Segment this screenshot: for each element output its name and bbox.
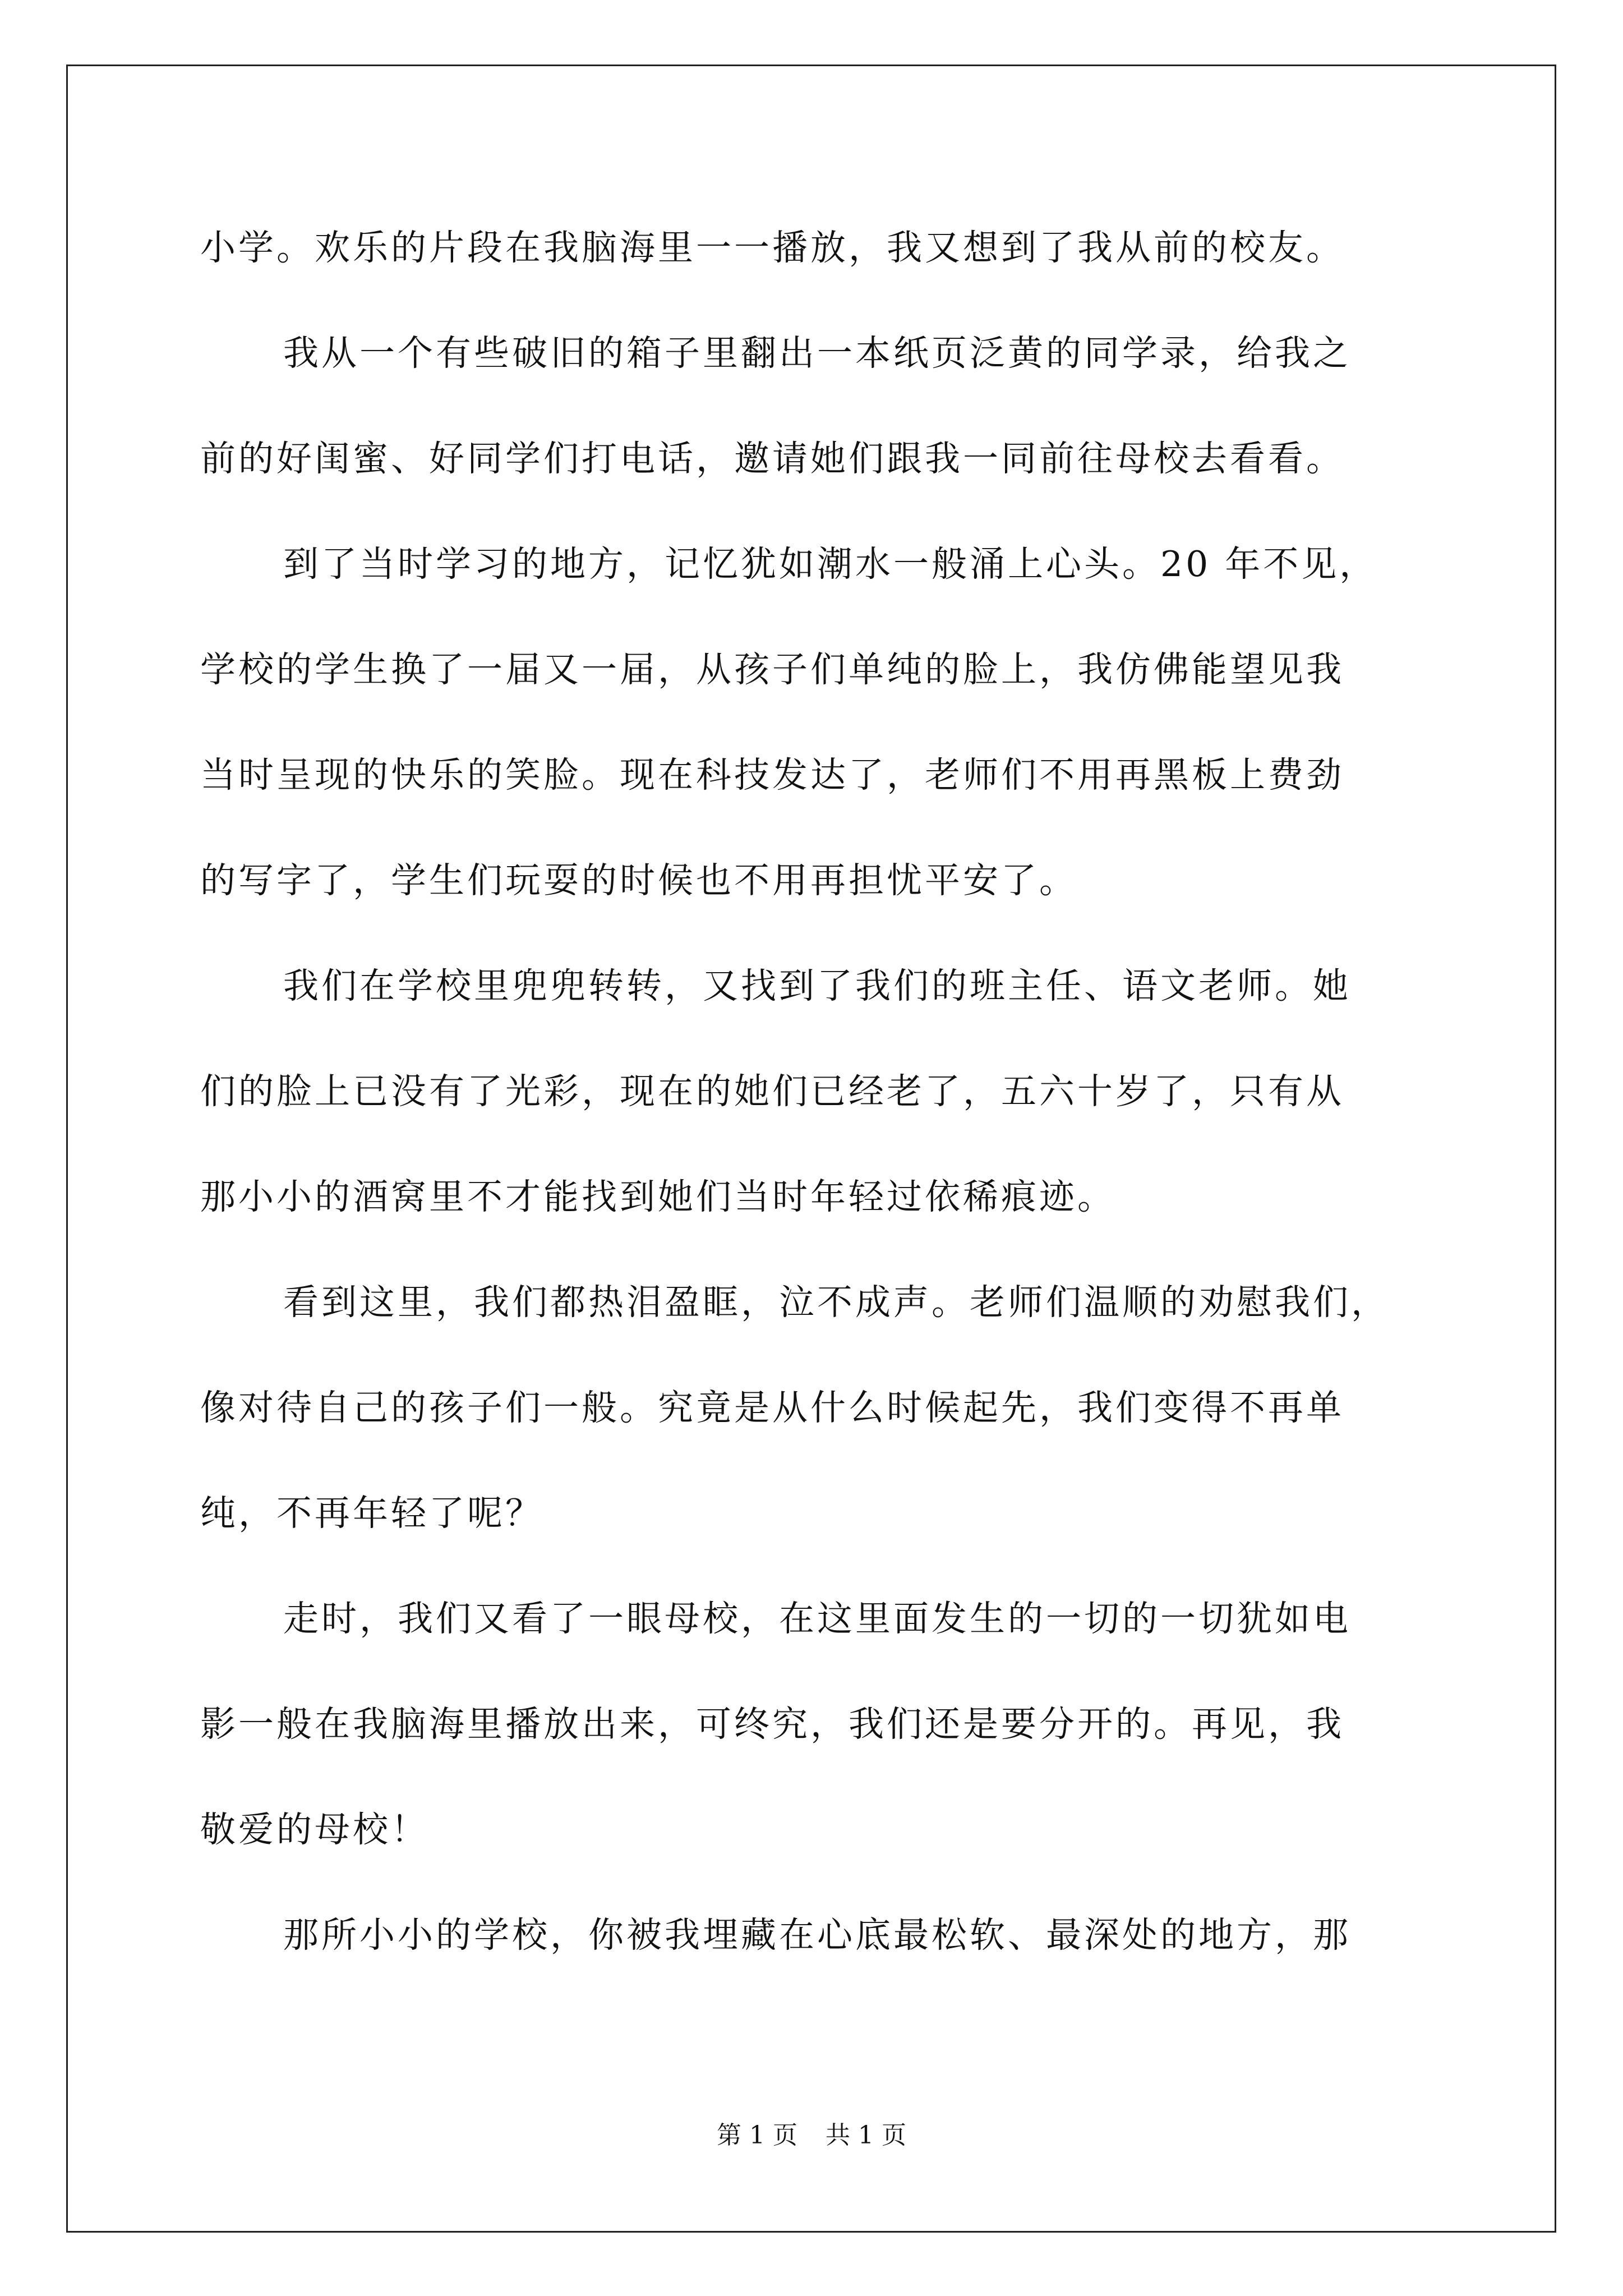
page-count: 共 1 页	[826, 2121, 906, 2150]
page-number: 第 1 页	[717, 2121, 797, 2150]
text-line: 像对待自己的孩子们一般。究竟是从什么时候起先，我们变得不再单	[200, 1387, 1344, 1428]
text-line: 那小小的酒窝里不才能找到她们当时年轻过依稀痕迹。	[200, 1176, 1115, 1217]
text-line: 那所小小的学校，你被我埋藏在心底最松软、最深处的地方，那	[283, 1915, 1351, 1955]
text-line: 我们在学校里兜兜转转，又找到了我们的班主任、语文老师。她	[283, 965, 1351, 1006]
text-line: 小学。欢乐的片段在我脑海里一一播放，我又想到了我从前的校友。	[200, 227, 1344, 268]
text-line: 走时，我们又看了一眼母校，在这里面发生的一切的一切犹如电	[283, 1598, 1351, 1639]
text-line: 当时呈现的快乐的笑脸。现在科技发达了，老师们不用再黑板上费劲	[200, 754, 1344, 795]
document-body	[200, 209, 1434, 2001]
page-footer	[0, 2115, 1623, 2151]
text-line: 看到这里，我们都热泪盈眶，泣不成声。老师们温顺的劝慰我们，	[283, 1282, 1389, 1323]
text-line: 敬爱的母校！	[200, 1809, 429, 1850]
text-line: 纯，不再年轻了呢？	[200, 1493, 543, 1534]
text-line: 影一般在我脑海里播放出来，可终究，我们还是要分开的。再见，我	[200, 1704, 1344, 1745]
text-line: 前的好闺蜜、好同学们打电话，邀请她们跟我一同前往母校去看看。	[200, 438, 1344, 479]
text-line: 学校的学生换了一届又一届，从孩子们单纯的脸上，我仿佛能望见我	[200, 649, 1344, 690]
text-line: 们的脸上已没有了光彩，现在的她们已经老了，五六十岁了，只有从	[200, 1071, 1344, 1112]
text-line: 的写字了，学生们玩耍的时候也不用再担忧平安了。	[200, 860, 1077, 901]
text-line: 我从一个有些破旧的箱子里翻出一本纸页泛黄的同学录，给我之	[283, 333, 1351, 374]
text-line: 到了当时学习的地方，记忆犹如潮水一般涌上心头。20 年不见，	[283, 544, 1378, 585]
